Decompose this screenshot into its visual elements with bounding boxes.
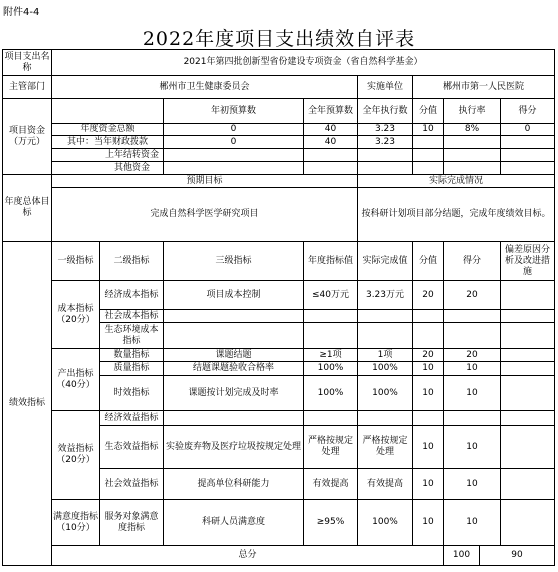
indicator-actual: 100%	[358, 362, 413, 376]
header-level2: 二级指标	[100, 242, 164, 281]
total-score: 90	[480, 546, 555, 566]
indicator-score-value: 10	[413, 469, 444, 500]
funds-row-score-value	[413, 149, 444, 162]
goals-actual-value: 按科研计划项目部分结题，完成年度绩效目标。	[358, 188, 555, 242]
goals-expected-header: 预期目标	[52, 175, 358, 188]
indicator-level2: 经济效益指标	[100, 411, 164, 426]
indicator-actual	[358, 411, 413, 426]
funds-row-score	[501, 162, 555, 175]
indicator-level3: 课题结题	[164, 349, 304, 362]
header-score-value: 分值	[413, 242, 444, 281]
goals-label: 年度总体目标	[3, 175, 52, 242]
indicator-target: ≥1项	[304, 349, 358, 362]
indicator-score: 10	[444, 362, 501, 376]
indicator-reason	[501, 376, 555, 411]
indicator-level3	[164, 310, 304, 323]
project-name-value: 2021年第四批创新型省份建设专项资金（省自然科学基金）	[52, 50, 555, 76]
indicators-section-label: 绩效指标	[3, 242, 52, 566]
indicator-level2: 时效指标	[100, 376, 164, 411]
funds-row-initial: 0	[164, 124, 304, 136]
indicator-score-value	[413, 310, 444, 323]
goals-expected-value: 完成自然科学医学研究项目	[52, 188, 358, 242]
total-label: 总分	[52, 546, 444, 566]
indicator-reason	[501, 411, 555, 426]
indicator-level2: 生态效益指标	[100, 426, 164, 469]
indicator-level1: 效益指标（20分）	[52, 411, 100, 500]
impl-label: 实施单位	[358, 76, 413, 99]
indicator-level2: 生态环境成本指标	[100, 323, 164, 349]
indicator-score: 10	[444, 500, 501, 546]
indicator-reason	[501, 362, 555, 376]
indicator-score-value: 10	[413, 500, 444, 546]
header-target: 年度指标值	[304, 242, 358, 281]
dept-value: 郴州市卫生健康委员会	[52, 76, 358, 99]
indicator-level2: 经济成本指标	[100, 281, 164, 310]
funds-row-name: 其他资金	[52, 162, 164, 175]
funds-label: 项目资金（万元）	[3, 99, 52, 175]
indicator-reason	[501, 323, 555, 349]
indicator-reason	[501, 349, 555, 362]
indicator-score: 20	[444, 281, 501, 310]
funds-row-rate	[444, 136, 501, 149]
indicator-level3	[164, 411, 304, 426]
indicator-actual: 1项	[358, 349, 413, 362]
funds-header-initial: 年初预算数	[164, 99, 304, 124]
funds-row-executed: 3.23	[358, 136, 413, 149]
indicator-level3: 实验废弃物及医疗垃圾按规定处理	[164, 426, 304, 469]
indicator-score: 10	[444, 426, 501, 469]
indicator-score-value: 10	[413, 426, 444, 469]
funds-header-score: 得分	[501, 99, 555, 124]
funds-row-rate	[444, 149, 501, 162]
funds-header-score-value: 分值	[413, 99, 444, 124]
funds-row-score	[501, 149, 555, 162]
indicator-level3: 结题课题验收合格率	[164, 362, 304, 376]
attachment-label: 附件4-4	[3, 7, 40, 18]
indicator-target: ≤40万元	[304, 281, 358, 310]
self-evaluation-table	[2, 49, 555, 566]
indicator-score-value	[413, 323, 444, 349]
indicator-score-value: 10	[413, 376, 444, 411]
funds-row-name: 其中：当年财政拨款	[52, 136, 164, 149]
indicator-actual: 100%	[358, 500, 413, 546]
funds-row-score	[501, 136, 555, 149]
indicator-level2: 服务对象满意度指标	[100, 500, 164, 546]
funds-row-initial	[164, 149, 304, 162]
funds-header-rate: 执行率	[444, 99, 501, 124]
goals-actual-header: 实际完成情况	[358, 175, 555, 188]
indicator-score-value: 20	[413, 349, 444, 362]
indicator-target: 严格按规定处理	[304, 426, 358, 469]
funds-row-score: 0	[501, 124, 555, 136]
indicator-level1: 满意度指标（10分）	[52, 500, 100, 546]
indicator-score	[444, 411, 501, 426]
dept-label: 主管部门	[3, 76, 52, 99]
indicator-level3	[164, 323, 304, 349]
indicator-reason	[501, 469, 555, 500]
header-actual: 实际完成值	[358, 242, 413, 281]
funds-row-score-value	[413, 162, 444, 175]
indicator-score	[444, 310, 501, 323]
funds-row-name: 上年结转资金	[52, 149, 164, 162]
header-level3: 三级指标	[164, 242, 304, 281]
indicator-score: 20	[444, 349, 501, 362]
project-name-label: 项目支出名称	[3, 50, 52, 76]
funds-row-executed	[358, 149, 413, 162]
indicator-score-value: 10	[413, 362, 444, 376]
indicator-actual: 100%	[358, 376, 413, 411]
header-level1: 一级指标	[52, 242, 100, 281]
indicator-score	[444, 323, 501, 349]
indicator-level3: 科研人员满意度	[164, 500, 304, 546]
total-value: 100	[444, 546, 480, 566]
funds-row-score-value: 10	[413, 124, 444, 136]
indicator-level2: 社会效益指标	[100, 469, 164, 500]
indicator-target: 100%	[304, 362, 358, 376]
page-title: 2022年度项目支出绩效自评表	[142, 28, 416, 50]
indicator-target	[304, 411, 358, 426]
funds-row-name: 年度资金总额	[52, 124, 164, 136]
indicator-target	[304, 323, 358, 349]
funds-row-annual: 40	[304, 136, 358, 149]
indicator-level1: 成本指标（20分）	[52, 281, 100, 349]
indicator-level3: 项目成本控制	[164, 281, 304, 310]
indicator-level2: 社会成本指标	[100, 310, 164, 323]
indicator-score: 10	[444, 376, 501, 411]
indicator-score-value	[413, 411, 444, 426]
indicator-level2: 质量指标	[100, 362, 164, 376]
funds-row-annual: 40	[304, 124, 358, 136]
indicator-actual: 严格按规定处理	[358, 426, 413, 469]
funds-row-executed	[358, 162, 413, 175]
indicator-actual	[358, 323, 413, 349]
header-score: 得分	[444, 242, 501, 281]
funds-row-rate	[444, 162, 501, 175]
funds-row-initial	[164, 162, 304, 175]
indicator-target: ≥95%	[304, 500, 358, 546]
funds-header-blank	[52, 99, 164, 124]
indicator-reason	[501, 426, 555, 469]
header-reason: 偏差原因分析及改进措施	[501, 242, 555, 281]
funds-header-executed: 全年执行数	[358, 99, 413, 124]
indicator-reason	[501, 310, 555, 323]
indicator-level3: 课题按计划完成及时率	[164, 376, 304, 411]
indicator-score: 10	[444, 469, 501, 500]
impl-value: 郴州市第一人民医院	[413, 76, 555, 99]
funds-header-annual: 全年预算数	[304, 99, 358, 124]
indicator-actual: 有效提高	[358, 469, 413, 500]
indicator-score-value: 20	[413, 281, 444, 310]
indicator-target: 有效提高	[304, 469, 358, 500]
funds-row-rate: 8%	[444, 124, 501, 136]
indicator-level2: 数量指标	[100, 349, 164, 362]
indicator-level3: 提高单位科研能力	[164, 469, 304, 500]
indicator-level1: 产出指标（40分）	[52, 349, 100, 411]
indicator-reason	[501, 500, 555, 546]
funds-row-initial: 0	[164, 136, 304, 149]
indicator-actual	[358, 310, 413, 323]
funds-row-annual	[304, 149, 358, 162]
funds-row-executed: 3.23	[358, 124, 413, 136]
indicator-actual: 3.23万元	[358, 281, 413, 310]
indicator-target: 100%	[304, 376, 358, 411]
indicator-target	[304, 310, 358, 323]
indicator-reason	[501, 281, 555, 310]
funds-row-annual	[304, 162, 358, 175]
funds-row-score-value	[413, 136, 444, 149]
